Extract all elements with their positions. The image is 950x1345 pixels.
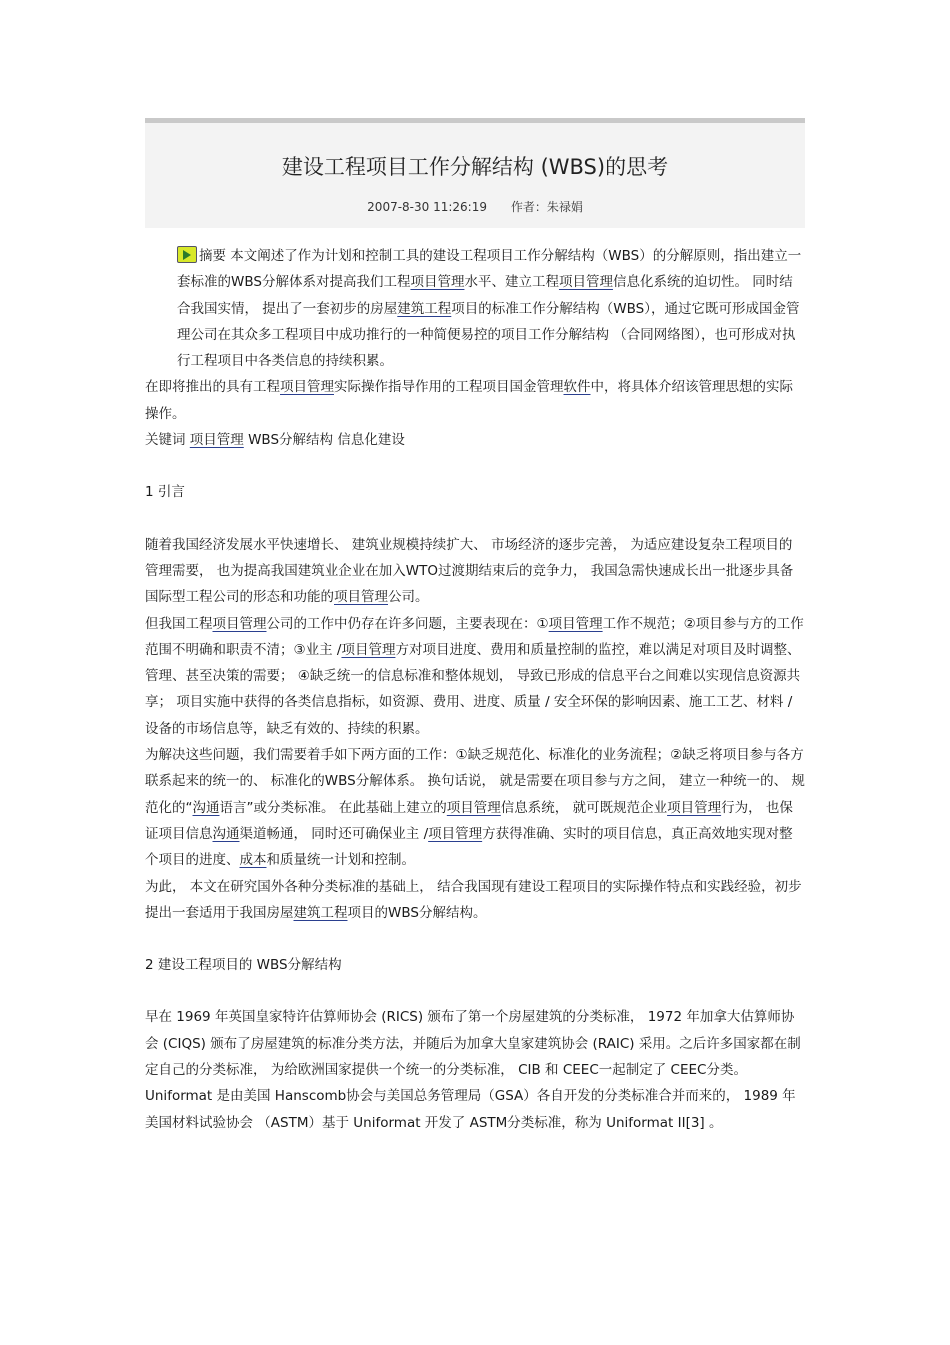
link-project-management[interactable]: 项目管理 <box>446 799 501 816</box>
abstract-paragraph-2: 在即将推出的具有工程项目管理实际操作指导作用的工程项目国金管理软件中，将具体介绍该管理思想的实际操作。 <box>145 379 793 422</box>
arrow-icon <box>177 246 197 263</box>
section1-paragraph-1: 随着我国经济发展水平快速增长、 建筑业规模持续扩大、 市场经济的逐步完善， 为适应建设复杂工程项目的管理需要， 也为提高我国建筑业企业在加入WTO过渡期结束后的竞争力， 我国急需快速成长出一批逐步具备国际型工程公司的形态和功能的项目管理公司。 <box>145 536 794 606</box>
section1-paragraph-3: 为解决这些问题，我们需要着手如下两方面的工作：①缺乏规范化、标准化的业务流程；②缺乏将项目参与各方联系起来的统一的、 标准化的WBS分解体系。 换句话说， 就是需要在项目参与方之间， 建立一种统一的、 规范化的“沟通语言”或分类标准。 在此基础上建立的项目管理信息系统， 就可既规范企业项目管理行为， 也保证项目信息沟通渠道畅通， 同时还可确保业主 /项目管理方获得准确、实时的项目信息，真正高效地实现对整个项目的进度、成本和质量统一计划和控制。 <box>145 747 805 869</box>
keywords: 关键词 项目管理 WBS分解结构 信息化建设 <box>145 432 405 449</box>
link-cost[interactable]: 成本 <box>239 852 267 869</box>
link-software[interactable]: 软件 <box>563 379 591 396</box>
link-construction-engineering[interactable]: 建筑工程 <box>397 300 452 317</box>
link-project-management[interactable]: 项目管理 <box>558 274 613 291</box>
link-communication[interactable]: 沟通 <box>212 825 240 842</box>
article-header <box>145 118 805 228</box>
article-meta <box>145 198 805 215</box>
link-construction-engineering[interactable]: 建筑工程 <box>293 904 348 921</box>
section-heading-2: 2 建设工程项目的 WBS分解结构 <box>145 957 342 974</box>
link-project-management[interactable]: 项目管理 <box>341 641 396 658</box>
link-project-management[interactable]: 项目管理 <box>667 799 722 816</box>
link-project-management[interactable]: 项目管理 <box>189 432 244 449</box>
section2-paragraph-1: 早在 1969 年英国皇家特许估算师协会 (RICS) 颁布了第一个房屋建筑的分类标准， 1972 年加拿大估算师协会 (CIQS) 颁布了房屋建筑的标准分类方法，并随后为加拿大皇家建筑协会 (RAIC) 采用。之后许多国家都在制定自己的分类标准， 为给欧洲国家提供一个统一的分类标准， CIB 和 CEEC一起制定了 CEEC分类。Uniformat 是由美国 Hanscomb协会与美国总务管理局（GSA）各自开发的分类标准合并而来的， 1989 年美国材料试验协会 （ASTM）基于 Uniformat 开发了 ASTM分类标准，称为 Uniformat II[3] 。 <box>145 1009 801 1131</box>
link-project-management[interactable]: 项目管理 <box>212 615 267 632</box>
article-date: 2007-8-30 11:26:19 <box>367 200 487 214</box>
link-project-management[interactable]: 项目管理 <box>428 825 483 842</box>
section1-paragraph-4: 为此， 本文在研究国外各种分类标准的基础上， 结合我国现有建设工程项目的实际操作特点和实践经验，初步提出一套适用于我国房屋建筑工程项目的WBS分解结构。 <box>145 878 802 921</box>
article-title: 建设工程项目工作分解结构 (WBS)的思考 <box>281 155 669 179</box>
article-author: 作者：朱禄娟 <box>510 200 583 214</box>
link-project-management[interactable]: 项目管理 <box>334 589 388 606</box>
link-project-management[interactable]: 项目管理 <box>548 615 603 632</box>
link-project-management[interactable]: 项目管理 <box>280 379 334 396</box>
article-body <box>145 243 805 1136</box>
link-project-management[interactable]: 项目管理 <box>410 274 465 291</box>
link-communication[interactable]: 沟通 <box>192 799 220 816</box>
abstract-paragraph: 摘要 本文阐述了作为计划和控制工具的建设工程项目工作分解结构（WBS）的分解原则，指出建立一套标准的WBS分解体系对提高我们工程项目管理水平、建立工程项目管理信息化系统的迫切性。 同时结合我国实情， 提出了一套初步的房屋建筑工程项目的标准工作分解结构（WBS），通过它既可形成国金管理公司在其众多工程项目中成功推行的一种简便易控的项目工作分解结构 （合同网络图），也可形成对执行工程项目中各类信息的持续积累。 <box>177 248 802 370</box>
section1-paragraph-2: 但我国工程项目管理公司的工作中仍存在许多问题，主要表现在：①项目管理工作不规范；②项目参与方的工作范围不明确和职责不清；③业主 /项目管理方对项目进度、费用和质量控制的监控，难以满足对项目及时调整、 管理、甚至决策的需要； ④缺乏统一的信息标准和整体规划， 导致已形成的信息平台之间难以实现信息资源共享； 项目实施中获得的各类信息指标，如资源、费用、进度、质量 / 安全环保的影响因素、施工工艺、材料 / 设备的市场信息等，缺乏有效的、持续的积累。 <box>145 615 804 737</box>
section-heading-1: 1 引言 <box>145 484 185 501</box>
